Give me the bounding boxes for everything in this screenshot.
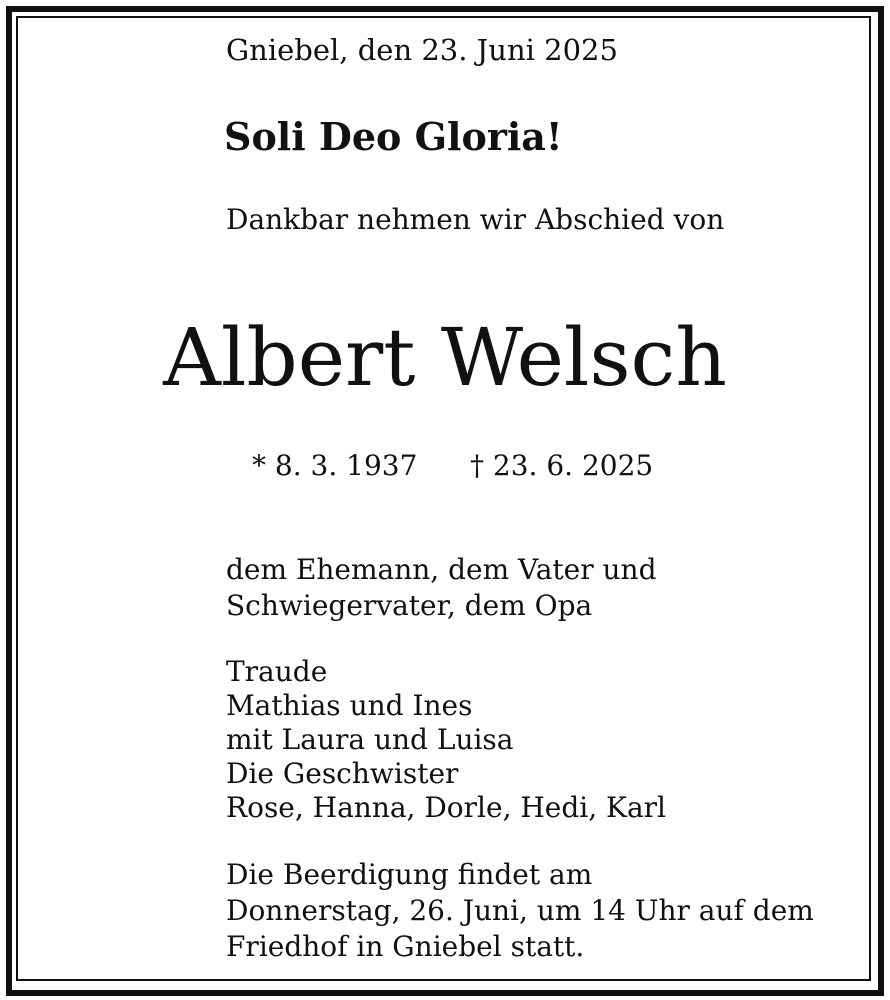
family-line: Mathias und Ines [226, 689, 473, 722]
intro-text: Dankbar nehmen wir Abschied von [226, 203, 725, 236]
birth-date: * 8. 3. 1937 [252, 449, 418, 482]
place-date: Gniebel, den 23. Juni 2025 [226, 33, 618, 67]
motto-heading: Soli Deo Gloria! [224, 114, 563, 159]
funeral-line: Die Beerdigung findet am [226, 858, 593, 891]
funeral-line: Donnerstag, 26. Juni, um 14 Uhr auf dem [226, 894, 814, 927]
family-line: Die Geschwister [226, 757, 459, 790]
funeral-block [226, 857, 814, 965]
family-line: Rose, Hanna, Dorle, Hedi, Karl [226, 791, 666, 824]
funeral-line: Friedhof in Gniebel statt. [226, 930, 585, 963]
deceased-name: Albert Welsch [163, 311, 727, 404]
family-line: Traude [226, 655, 328, 688]
death-date: † 23. 6. 2025 [470, 449, 654, 482]
family-block [226, 655, 666, 825]
relation-block [226, 552, 657, 624]
family-line: mit Laura und Luisa [226, 723, 514, 756]
inner-border [16, 16, 871, 981]
relation-line: dem Ehemann, dem Vater und [226, 553, 657, 586]
relation-line: Schwiegervater, dem Opa [226, 589, 593, 622]
